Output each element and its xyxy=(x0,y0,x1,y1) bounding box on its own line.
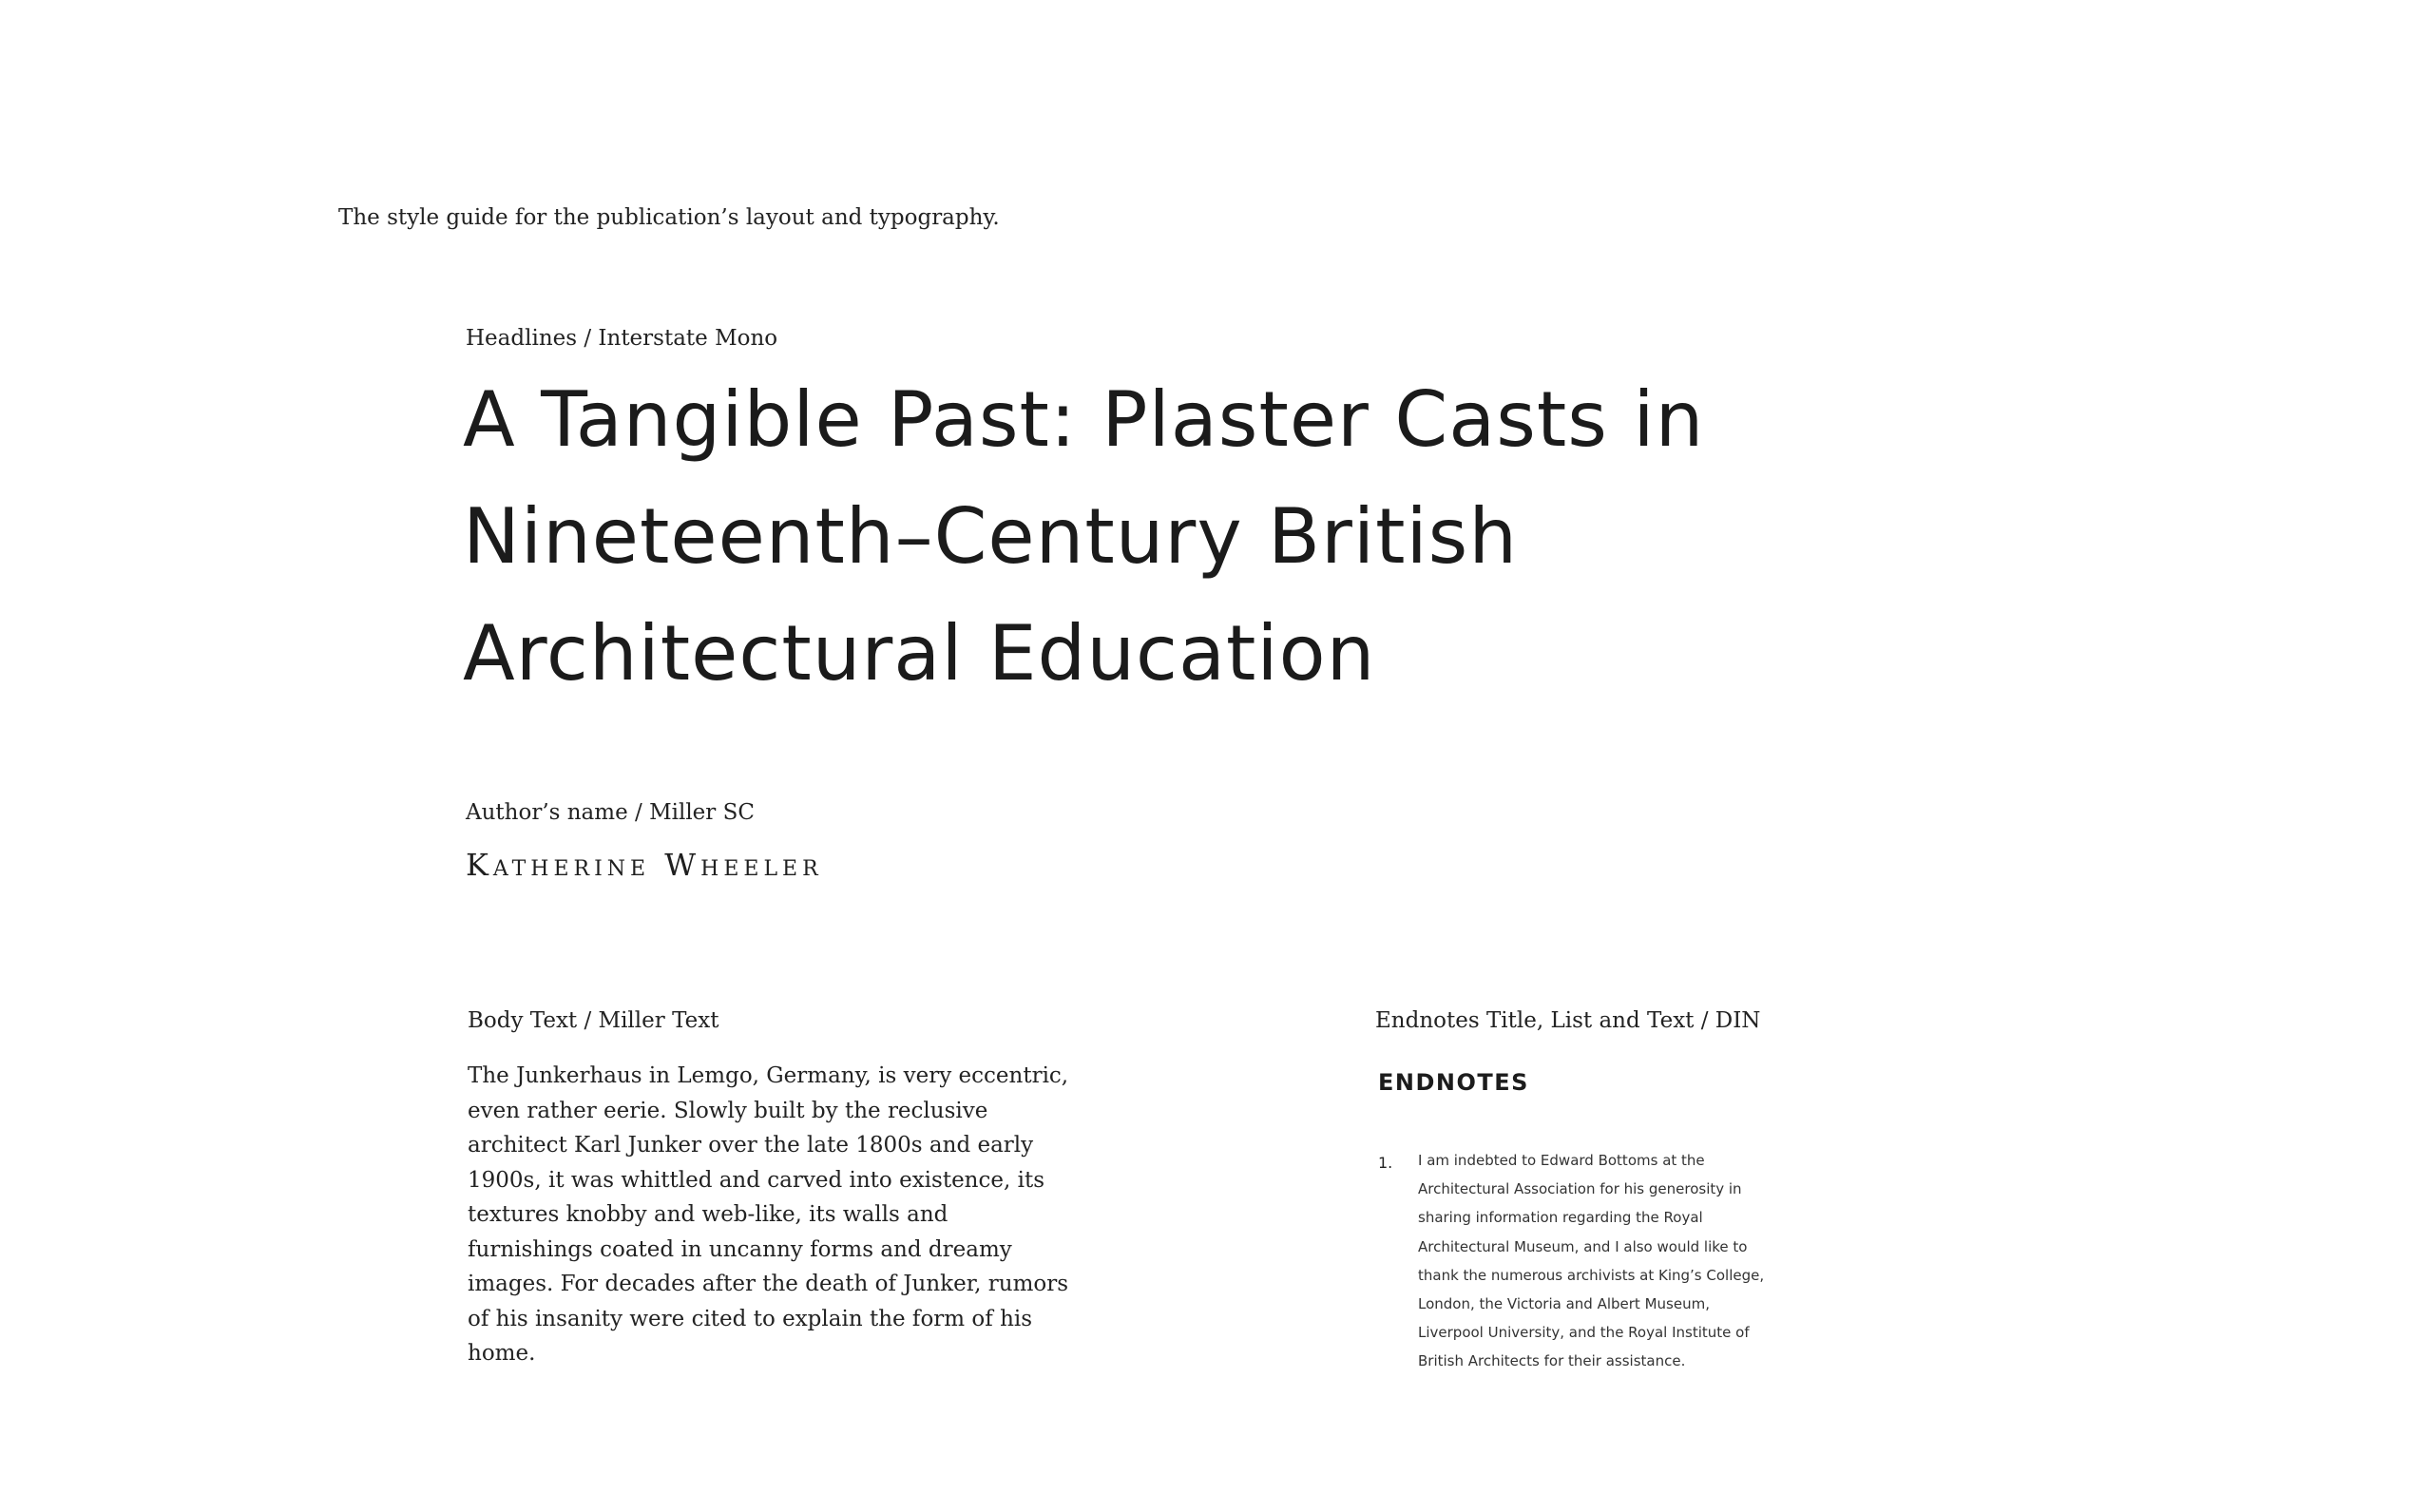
endnotes-spec-label: Endnotes Title, List and Text / DIN xyxy=(1375,1008,1761,1033)
body-text-spec-label: Body Text / Miller Text xyxy=(468,1008,719,1033)
author-spec-label: Author’s name / Miller SC xyxy=(466,800,755,825)
endnote-number: 1. xyxy=(1378,1154,1393,1172)
headline-sample: A Tangible Past: Plaster Casts in Nineteenth–Century British Architectural Education xyxy=(463,375,1705,698)
body-text-sample: The Junkerhaus in Lemgo, Germany, is very eccentric, even rather eerie. Slowly built by the reclusive architect Karl Junker over the late 1800s and early 1900s, it was whittled and carved into existence, its textures knobby and web-like, its walls and furnishings coated in uncanny forms and dreamy images. For decades after the death of Junker, rumors of his insanity were cited to explain the form of his home. xyxy=(468,1063,1069,1366)
endnote-item xyxy=(1378,1146,1777,1376)
author-name-sample: Katherine Wheeler xyxy=(466,847,823,883)
endnote-text: I am indebted to Edward Bottoms at the Architectural Association for his generosity in sharing information regarding the Royal Architectural Museum, and I also would like to thank the numerous archivists at King’s College, London, the Victoria and Albert Museum, Liverpool University, and the Royal Institute of British Architects for their assistance. xyxy=(1418,1152,1765,1370)
headline-spec-label: Headlines / Interstate Mono xyxy=(466,326,778,351)
style-guide-intro: The style guide for the publication’s layout and typography. xyxy=(338,205,1000,230)
endnotes-title: ENDNOTES xyxy=(1378,1069,1529,1096)
